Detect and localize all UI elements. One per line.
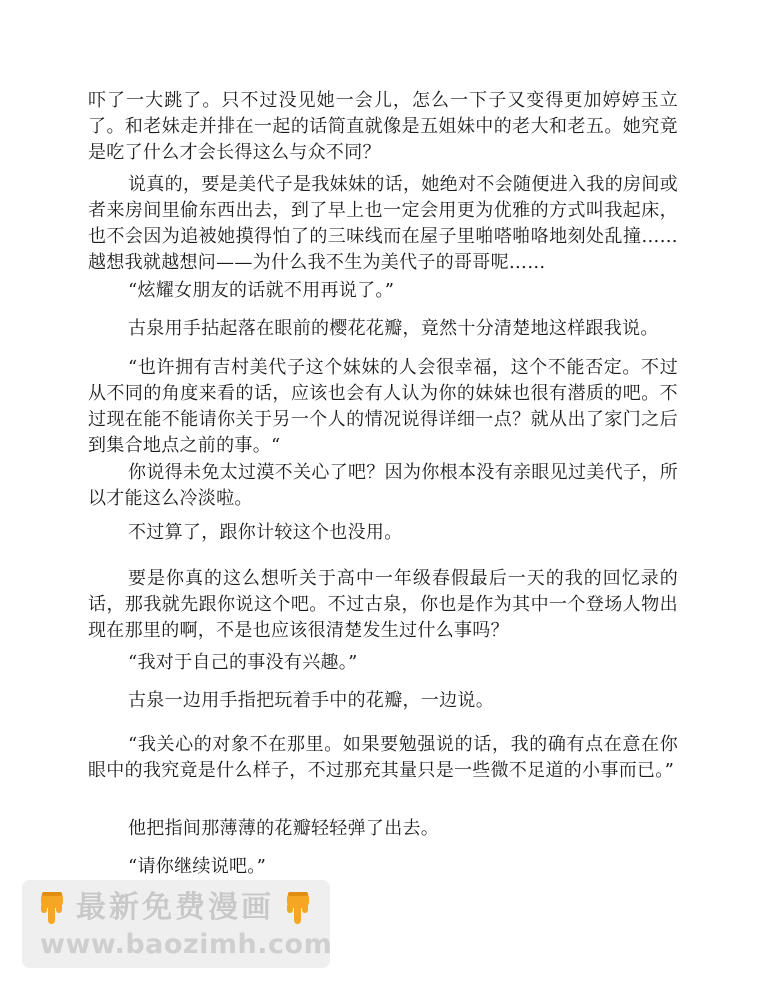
watermark-url[interactable]: www.baozimh.com: [40, 929, 333, 960]
paragraph-8: 要是你真的这么想听关于高中一年级春假最后一天的我的回忆录的话，那我就先跟你说这个吧。不过古泉，你也是作为其中一个登场人物出现在那里的啊，不是也应该很清楚发生过什么事吗？: [88, 568, 678, 641]
watermark-banner[interactable]: [22, 880, 333, 968]
paragraph-7: 不过算了，跟你计较这个也没用。: [128, 522, 403, 543]
paragraph-3: “炫耀女朋友的话就不用再说了。”: [128, 280, 395, 301]
paragraph-2: 说真的，要是美代子是我妹妹的话，她绝对不会随便进入我的房间或者来房间里偷东西出去，到了早上也一定会用更为优雅的方式叫我起床，也不会因为追被她摸得怕了的三味线而在屋子里啪嗒啪咯地刻处乱撞……越想我就越想问——为什么我不生为美代子的哥哥呢……: [88, 174, 678, 273]
paragraph-12: 他把指间那薄薄的花瓣轻轻弹了出去。: [128, 818, 440, 839]
paragraph-6: 你说得未免太过漠不关心了吧？因为你根本没有亲眼见过美代子，所以才能这么冷淡啦。: [88, 462, 678, 509]
paragraph-9: “我对于自己的事没有兴趣。”: [128, 652, 358, 673]
paragraph-4: 古泉用手拈起落在眼前的樱花花瓣，竟然十分清楚地这样跟我说。: [128, 318, 659, 339]
paragraph-13: “请你继续说吧。”: [128, 856, 267, 877]
paragraph-10: 古泉一边用手指把玩着手中的花瓣，一边说。: [128, 690, 494, 711]
watermark-title: 最新免费漫画: [76, 890, 274, 925]
paragraph-1: 吓了一大跳了。只不过没见她一会儿，怎么一下子又变得更加婷婷玉立了。和老妹走并排在一起的话简直就像是五姐妹中的老大和老五。她究竟是吃了什么才会长得这么与众不同？: [88, 90, 678, 163]
paragraph-5: “也许拥有吉村美代子这个妹妹的人会很幸福，这个不能否定。不过从不同的角度来看的话，应该也会有人认为你的妹妹也很有潜质的吧。不过现在能不能请你关于另一个人的情况说得详细一点？就从出了家门之后到集合地点之前的事。“: [88, 357, 678, 456]
pointing-down-hand-icon: [282, 890, 314, 926]
pointing-down-hand-icon: [36, 890, 68, 926]
paragraph-11: “我关心的对象不在那里。如果要勉强说的话，我的确有点在意在你眼中的我究竟是什么样子，不过那充其量只是一些微不足道的小事而已。”: [88, 734, 678, 781]
watermark-title-row: [36, 888, 314, 928]
